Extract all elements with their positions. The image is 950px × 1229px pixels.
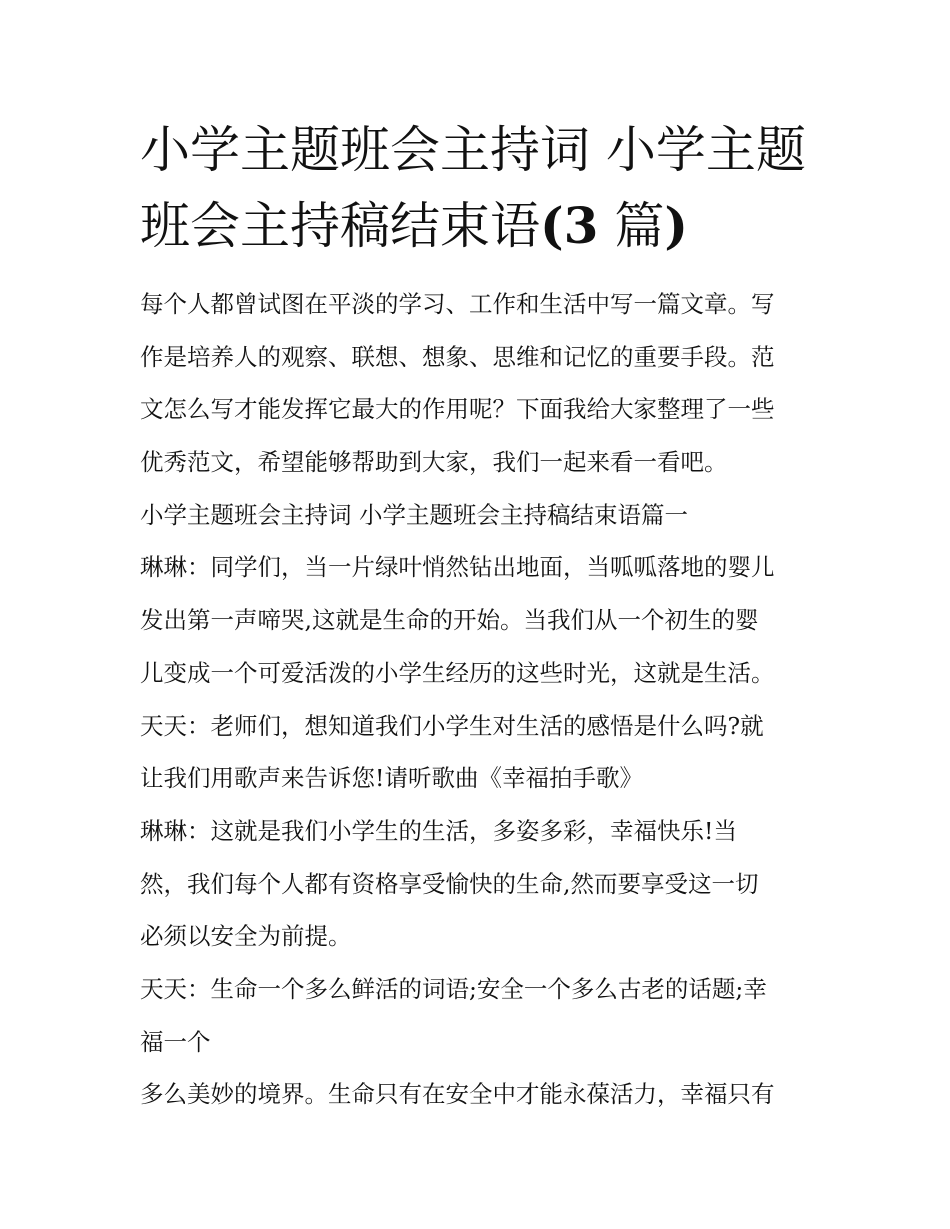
text-line: 多么美妙的境界。生命只有在安全中才能永葆活力，幸福只有	[140, 1080, 775, 1109]
section-heading: 小学主题班会主持词 小学主题班会主持稿结束语篇一	[140, 500, 688, 529]
text-line: 福一个	[140, 1027, 211, 1056]
title-part-3: (3	[540, 196, 599, 255]
text-line: 文怎么写才能发挥它最大的作用呢？下面我给大家整理了一些	[140, 395, 775, 424]
title-part-4: 篇	[598, 197, 665, 255]
text-line: 作是培养人的观察、联想、想象、思维和记忆的重要手段。范	[140, 342, 775, 371]
text-line: 必须以安全为前提。	[140, 922, 352, 951]
text-line: 然，我们每个人都有资格享受愉快的生命,然而要享受这一切	[140, 869, 759, 898]
text-line: 优秀范文，希望能够帮助到大家，我们一起来看一看吧。	[140, 448, 728, 477]
text-line: 每个人都曾试图在平淡的学习、工作和生活中写一篇文章。写	[140, 290, 775, 318]
title-part-5: )	[664, 196, 689, 255]
text-line: 让我们用歌声来告诉您!请听歌曲《幸福拍手歌》	[140, 764, 643, 793]
text-line: 天天：老师们，想知道我们小学生对生活的感悟是什么吗?就	[140, 711, 764, 740]
document-title	[140, 112, 820, 264]
document-body	[140, 278, 830, 1121]
title-part-1: 小学主题班会主持词 小学主题	[140, 121, 806, 179]
text-line: 琳琳：这就是我们小学生的生活，多姿多彩，幸福快乐!当	[140, 816, 737, 845]
text-line: 发出第一声啼哭,这就是生命的开始。当我们从一个初生的婴	[140, 606, 759, 635]
title-part-2: 班会主持稿结束语	[140, 197, 540, 255]
text-line: 琳琳：同学们，当一片绿叶悄然钻出地面，当呱呱落地的婴儿	[140, 553, 775, 582]
text-line: 儿变成一个可爱活泼的小学生经历的这些时光，这就是生活。	[140, 658, 775, 687]
text-line: 天天：生命一个多么鲜活的词语;安全一个多么古老的话题;幸	[140, 974, 767, 1003]
